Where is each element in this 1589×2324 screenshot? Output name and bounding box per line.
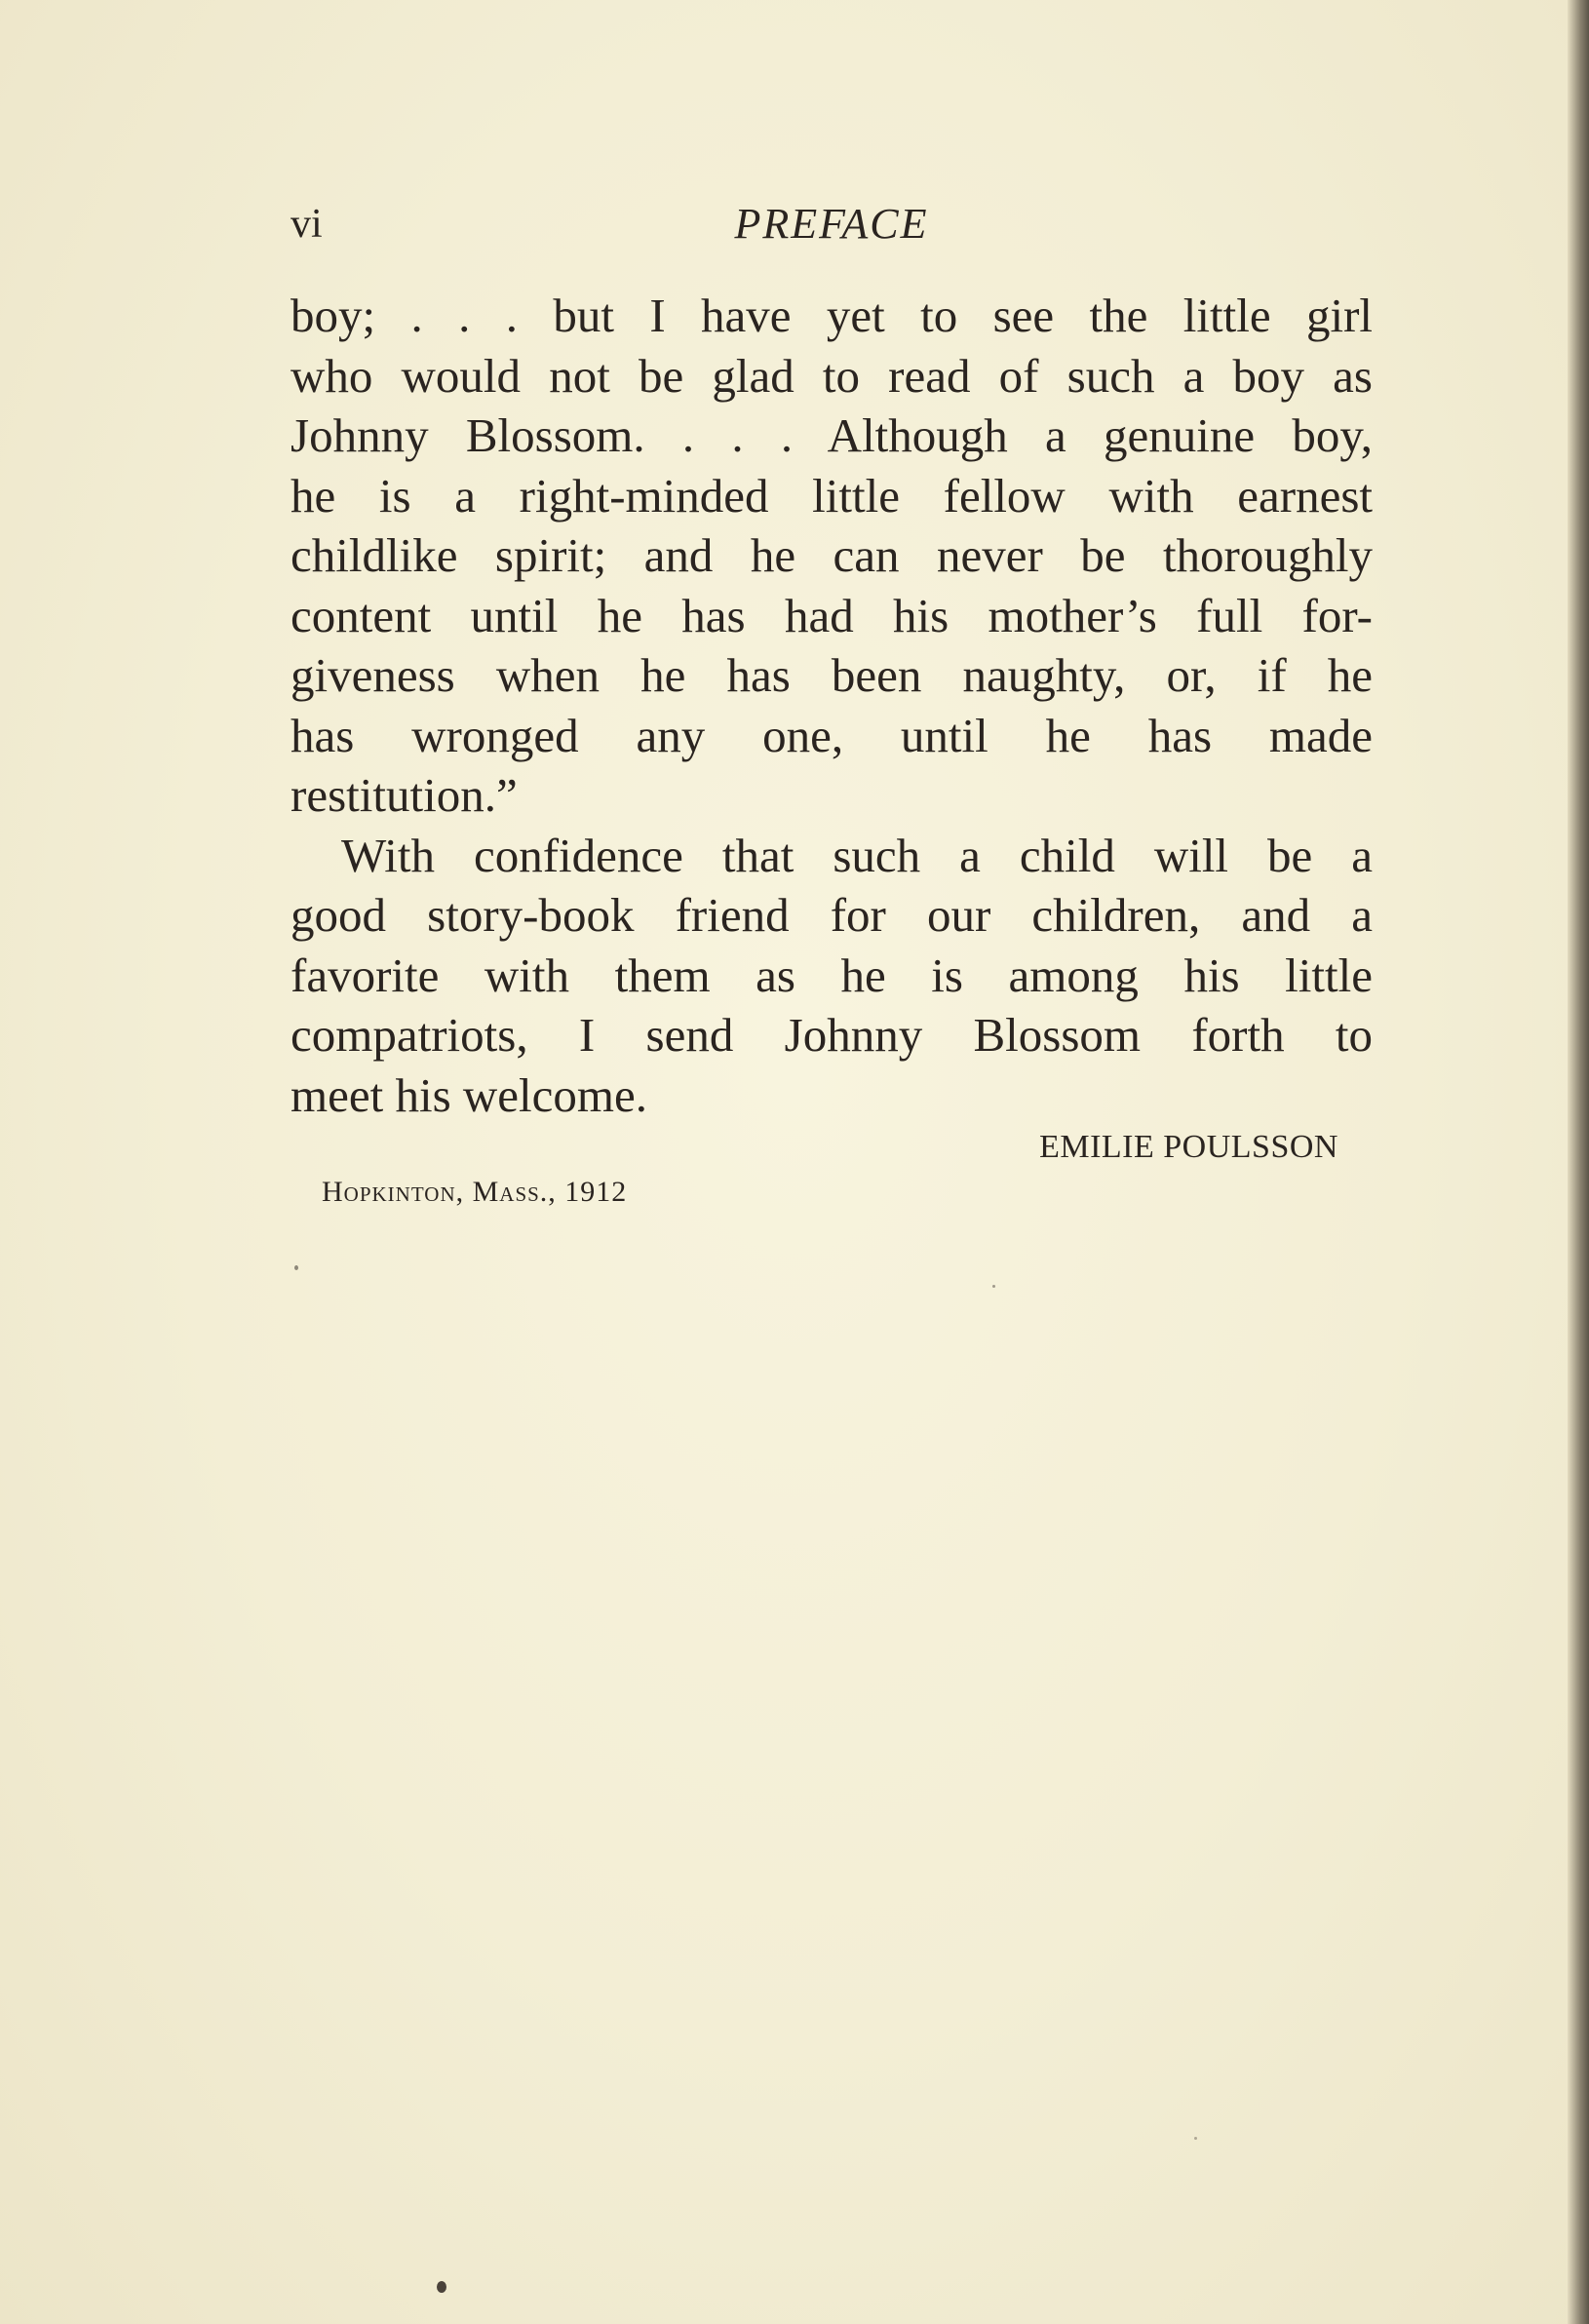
body-text <box>291 286 1373 1125</box>
paper-speck <box>437 2281 446 2293</box>
paper-speck <box>1194 2137 1197 2140</box>
text-line: boy; . . . but I have yet to see the little girl <box>291 289 1373 342</box>
text-line: meet his welcome. <box>291 1067 648 1122</box>
text-line: good story-book friend for our children, and a <box>291 888 1373 942</box>
page-edge-shadow <box>1568 0 1589 2324</box>
page-number: vi <box>291 202 323 247</box>
running-head <box>291 195 1373 253</box>
text-line: compatriots, I send Johnny Blossom forth to <box>291 1008 1373 1062</box>
running-title: PREFACE <box>734 200 929 248</box>
text-line: childlike spirit; and he can never be thoroughly <box>291 528 1373 582</box>
text-line: favorite with them as he is among his little <box>291 948 1373 1002</box>
paper-speck <box>992 1285 995 1288</box>
text-line: has wronged any one, until he has made <box>291 708 1373 762</box>
text-line: Johnny Blossom. . . . Although a genuine boy, <box>291 408 1373 462</box>
text-line: he is a right-minded little fellow with earnest <box>291 468 1373 523</box>
text-line: who would not be glad to read of such a boy as <box>291 348 1373 403</box>
paper-speck <box>294 1265 298 1270</box>
text-line: restitution.” <box>291 768 518 822</box>
place-date-line: Hopkinton, Mass., 1912 <box>322 1176 628 1208</box>
text-line: content until he has had his mother’s full for- <box>291 588 1373 642</box>
author-signature: EMILIE POULSSON <box>1039 1129 1338 1165</box>
text-line: giveness when he has been naughty, or, if he <box>291 648 1373 702</box>
text-line: With confidence that such a child will be a <box>341 828 1373 882</box>
